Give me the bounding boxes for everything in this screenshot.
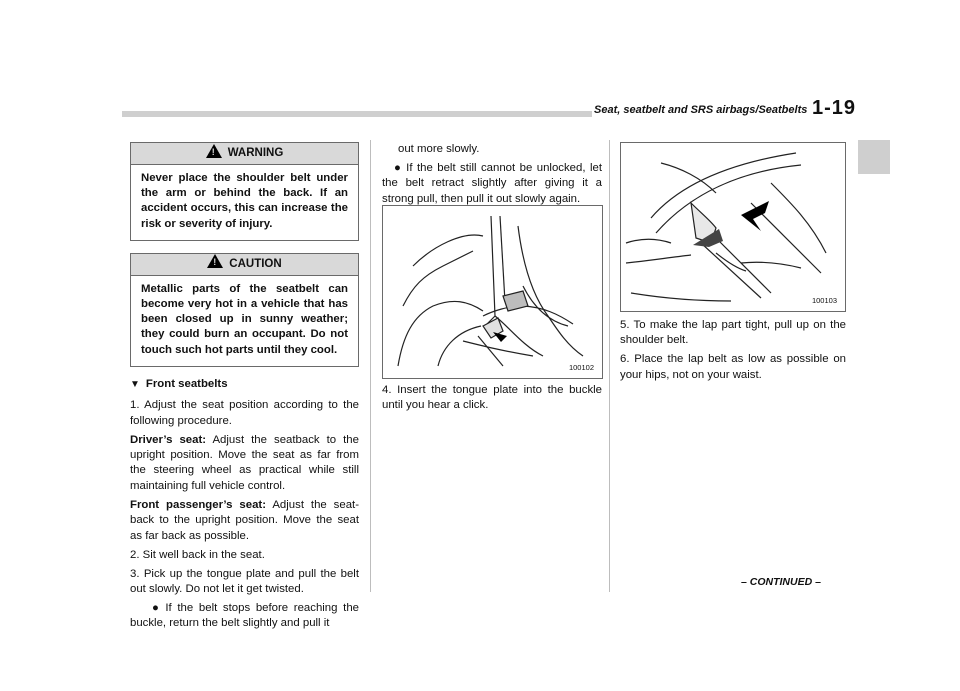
warning-triangle-icon: ! bbox=[206, 144, 222, 158]
bullet-2 bbox=[382, 161, 602, 207]
caution-header bbox=[131, 254, 358, 276]
column-right bbox=[620, 318, 846, 387]
driver-seat-text: Adjust the seatback to the upright position. Move the seat as far from the steering wheel as practical while still maintaining full vehicle control. bbox=[130, 433, 359, 492]
page-number: 1-19 bbox=[812, 97, 857, 119]
driver-seat-label: Driver’s seat: bbox=[130, 433, 207, 446]
step-4: 4. Insert the tongue plate into the buckle until you hear a click. bbox=[382, 384, 602, 412]
caution-box bbox=[130, 253, 359, 367]
section-heading bbox=[130, 377, 359, 392]
caution-label: CAUTION bbox=[229, 257, 282, 270]
column-divider bbox=[609, 140, 610, 592]
column-divider bbox=[370, 140, 371, 592]
warning-text: Never place the shoulder belt under the arm or behind the back. If an accident occurs, this can increase the risk or severity of injury. bbox=[141, 172, 348, 230]
step-6: 6. Place the lap belt as low as possible on your hips, not on your waist. bbox=[620, 353, 846, 381]
step-2: 2. Sit well back in the seat. bbox=[130, 548, 265, 561]
figure-belt-tighten bbox=[620, 142, 846, 312]
illustration-tongue-plate bbox=[383, 206, 602, 378]
step-1: 1. Adjust the seat position according to the following procedure. bbox=[130, 399, 359, 427]
bullet-icon: ● bbox=[394, 162, 403, 174]
bullet-1-start bbox=[130, 601, 359, 632]
figure-id-2: 100103 bbox=[811, 296, 837, 305]
bullet-icon: ● bbox=[152, 602, 162, 615]
figure-id-1: 100102 bbox=[568, 363, 594, 372]
bullet-1-text: If the belt stops before reaching the buckle, return the belt slightly and pull it bbox=[130, 602, 359, 630]
caution-triangle-icon: ! bbox=[207, 254, 223, 268]
section-marker-icon: ▼ bbox=[130, 378, 140, 390]
passenger-seat-paragraph bbox=[130, 498, 359, 544]
passenger-seat-text: Adjust the seat-back to the upright position. Move the seat as far back as possible. bbox=[130, 498, 359, 542]
continued-note: – CONTINUED – bbox=[741, 576, 821, 588]
header-rule bbox=[122, 111, 592, 117]
column-left bbox=[130, 142, 359, 635]
warning-label: WARNING bbox=[227, 146, 284, 159]
chapter-tab bbox=[858, 140, 890, 174]
column-middle bbox=[382, 142, 602, 211]
warning-box bbox=[130, 142, 359, 241]
header-title: Seat, seatbelt and SRS airbags/Seatbelts bbox=[594, 104, 808, 116]
passenger-seat-label: Front passenger’s seat: bbox=[130, 498, 267, 511]
illustration-shoulder-belt bbox=[621, 143, 845, 311]
bullet-2-text: If the belt still cannot be unlocked, let the belt retract slightly after giving it a strong pull, then pull it out slowly again. bbox=[382, 162, 602, 205]
bullet-1-continued: out more slowly. bbox=[398, 143, 480, 155]
section-title: Front seatbelts bbox=[145, 377, 228, 390]
driver-seat-paragraph bbox=[130, 433, 359, 495]
column-middle-bottom bbox=[382, 383, 602, 417]
figure-buckle-insert bbox=[382, 205, 603, 379]
step-3: 3. Pick up the tongue plate and pull the belt out slowly. Do not let it get twisted. bbox=[130, 567, 359, 596]
warning-header bbox=[131, 143, 358, 165]
caution-text: Metallic parts of the seatbelt can become very hot in a vehicle that has been closed up in sunny weather; they could burn an occupant. Do not touch such hot parts until they cool. bbox=[141, 282, 348, 356]
step-5: 5. To make the lap part tight, pull up on the shoulder belt. bbox=[620, 319, 846, 347]
